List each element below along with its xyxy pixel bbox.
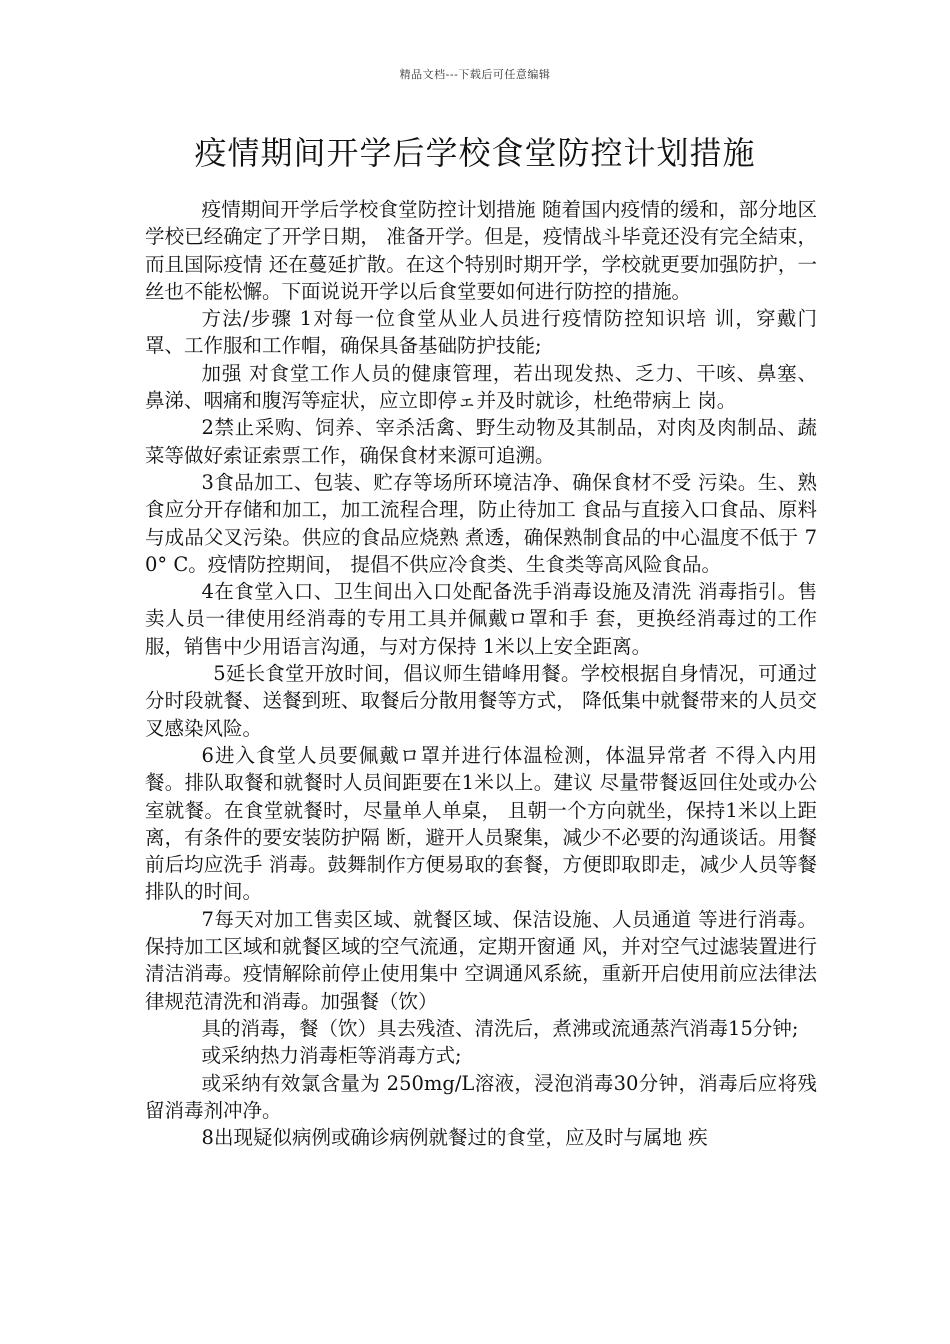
body-paragraph: 2禁止采购、饲养、宰杀活禽、野生动物及其制品，对肉及肉制品、蔬菜等做好索证索票工作，确保食材来源可追溯。 [145, 416, 817, 467]
body-paragraph: 具的消毒，餐（饮）具去残渣、清洗后，煮沸或流通蒸汽消毒15分钟; [201, 1016, 799, 1040]
body-paragraph: 8出现疑似病例或确诊病例就餐过的食堂，应及时与属地 疾 [201, 1126, 708, 1150]
body-paragraph: 疫情期间开学后学校食堂防控计划措施 随着国内疫情的缓和，部分地区学校已经确定了开学日期， 准备开学。但是，疫情战斗毕竟还没有完全結束，而且国际疫情 还在蔓延扩散。在这个特别时期开学，学校就更要加强防护，一 丝也不能松懈。下面说说开学以后食堂要如何进行防控的措施。 [145, 198, 817, 303]
body-paragraph: 3食品加工、包装、贮存等场所环境洁净、确保食材不受 污染。生、熟食应分开存储和加工，加工流程合理，防止待加工 食品与直接入口食品、原料与成品父叉污染。供应的食品应烧熟 煮透，确保熟制食品的中心温度不低于 70° C。疫情防控期间， 提倡不供应冷食类、生食类等高风险食品。 [145, 470, 817, 576]
body-paragraph: 或采纳有效氯含量为 250mg/L溶液，浸泡消毒30分钟，消毒后应将残留消毒剂冲净。 [145, 1071, 817, 1122]
body-paragraph: 方法/步骤 1对每一位食堂从业人员进行疫情防控知识培 训，穿戴门罩、工作服和工作帽，确保具备基础防护技能; [145, 307, 817, 358]
header-note: 精品文档---下载后可任意编辑 [399, 68, 551, 81]
body-paragraph: 5延长食堂开放时间，倡议师生错峰用餐。学校根据自身情况，可通过分时段就餐、送餐到班、取餐后分散用餐等方式， 降低集中就餐带来的人员交叉感染风险。 [145, 662, 817, 740]
document-title: 疫情期间开学后学校食堂防控计划措施 [194, 134, 756, 172]
document-body [145, 196, 817, 1151]
body-paragraph: 加强 对食堂工作人员的健康管理，若出现发热、乏力、干咳、鼻塞、 鼻涕、咽痛和腹泻等症状，应立即停ェ并及时就诊，杜绝带病上 岗。 [145, 361, 817, 413]
body-paragraph: 4在食堂入口、卫生间出入口处配备洗手消毒设施及清洗 消毒指引。售卖人员一律使用经消毒的专用工具并佩戴ロ罩和手 套，更换经消毒过的工作服，销售中少用语言沟通，与对方保持 1米以上安全距离。 [145, 580, 817, 658]
body-paragraph: 6进入食堂人员要佩戴ロ罩并进行体温检测，体温异常者 不得入内用餐。排队取餐和就餐时人员间距要在1米以上。建议 尽量带餐返回住处或办公室就餐。在食堂就餐时，尽量单人单桌， 且朝一个方向就坐，保持1米以上距离，有条件的要安装防护隔 断，避开人员聚集，减少不必要的沟通谈话。用餐前后均应洗手 消毒。鼓舞制作方便易取的套餐，方便即取即走，减少人员等餐 排队的时间。 [145, 743, 817, 904]
body-paragraph: 或采纳热力消毒柜等消毒方式; [201, 1044, 462, 1068]
body-paragraph: 7每天对加工售卖区域、就餐区域、保洁设施、人员通道 等进行消毒。保持加工区域和就餐区域的空气流通，定期开窗通 风，并对空气过滤装置进行清洁消毒。疫情解除前停止使用集中 空调通风系統，重新开启使用前应法律法律规范清洗和消毒。加强餐（饮） [145, 907, 817, 1013]
